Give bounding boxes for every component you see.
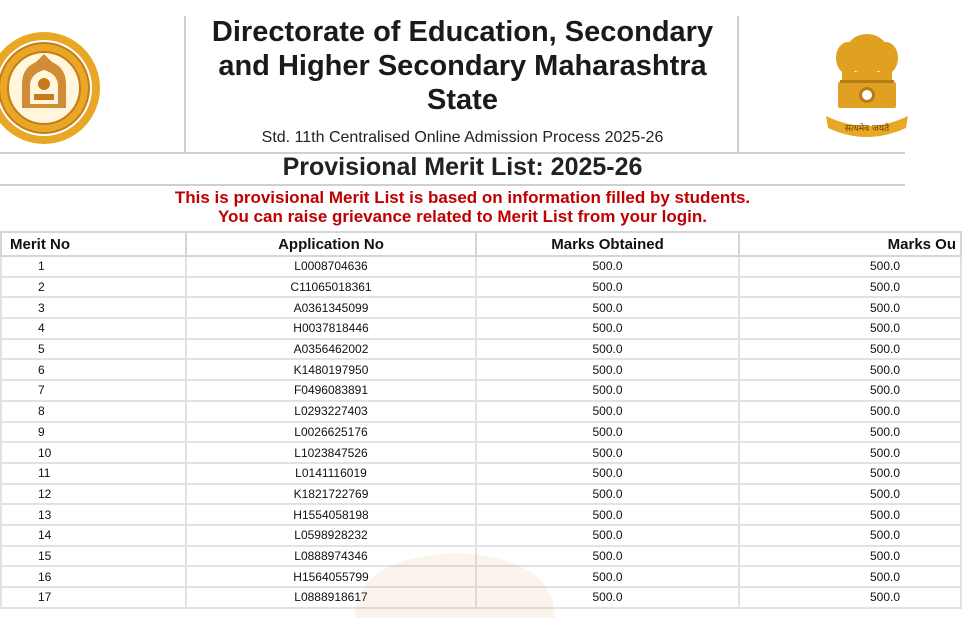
- marks-obtained-cell: 500.0: [476, 277, 739, 298]
- marks-out-cell: 500.0: [739, 401, 961, 422]
- application-no-cell: L0141116019: [186, 463, 476, 484]
- merit-no-cell: 8: [1, 401, 186, 422]
- marks-out-cell: 500.0: [739, 277, 961, 298]
- marks-obtained-cell: 500.0: [476, 380, 739, 401]
- title-line-3: State: [427, 84, 498, 116]
- notice-line-1: This is provisional Merit List is based on information filled by students.: [174, 188, 751, 207]
- table-row: [1, 359, 961, 380]
- merit-no-cell: 1: [1, 256, 186, 277]
- marks-out-cell: 500.0: [739, 339, 961, 360]
- merit-no-cell: 13: [1, 504, 186, 525]
- application-no-cell: F0496083891: [186, 380, 476, 401]
- marks-obtained-cell: 500.0: [476, 504, 739, 525]
- table-row: [1, 525, 961, 546]
- national-emblem-logo: [822, 24, 912, 144]
- marks-obtained-cell: 500.0: [476, 525, 739, 546]
- maharashtra-seal-logo: [0, 30, 102, 146]
- application-no-cell: K1480197950: [186, 359, 476, 380]
- marks-out-cell: 500.0: [739, 566, 961, 587]
- heading-bottom-rule: [0, 184, 905, 186]
- marks-out-cell: 500.0: [739, 422, 961, 443]
- merit-no-cell: 5: [1, 339, 186, 360]
- marks-out-cell: 500.0: [739, 359, 961, 380]
- table-row: [1, 422, 961, 443]
- emblem-motto: सत्यमेव जयते: [844, 124, 890, 134]
- table-row: [1, 339, 961, 360]
- marks-out-cell: 500.0: [739, 546, 961, 567]
- marks-obtained-cell: 500.0: [476, 359, 739, 380]
- page-title: [190, 15, 735, 117]
- marks-out-cell: 500.0: [739, 297, 961, 318]
- marks-out-cell: 500.0: [739, 442, 961, 463]
- table-row: [1, 297, 961, 318]
- marks-obtained-cell: 500.0: [476, 297, 739, 318]
- merit-no-cell: 7: [1, 380, 186, 401]
- header-divider-left: [184, 16, 186, 154]
- merit-no-cell: 16: [1, 566, 186, 587]
- merit-no-cell: 9: [1, 422, 186, 443]
- table-row: [1, 504, 961, 525]
- application-no-cell: K1821722769: [186, 484, 476, 505]
- merit-no-cell: 2: [1, 277, 186, 298]
- merit-no-cell: 11: [1, 463, 186, 484]
- marks-obtained-cell: 500.0: [476, 546, 739, 567]
- merit-no-cell: 12: [1, 484, 186, 505]
- col-header-application-no: Application No: [186, 232, 476, 256]
- table-row: [1, 277, 961, 298]
- application-no-cell: L0888918617: [186, 587, 476, 608]
- application-no-cell: H0037818446: [186, 318, 476, 339]
- application-no-cell: A0356462002: [186, 339, 476, 360]
- marks-obtained-cell: 500.0: [476, 566, 739, 587]
- notice-text: [0, 188, 925, 226]
- table-row: [1, 318, 961, 339]
- application-no-cell: H1554058198: [186, 504, 476, 525]
- merit-list-heading: Provisional Merit List: 2025-26: [282, 153, 643, 181]
- application-no-cell: A0361345099: [186, 297, 476, 318]
- application-no-cell: H1564055799: [186, 566, 476, 587]
- marks-obtained-cell: 500.0: [476, 339, 739, 360]
- marks-obtained-cell: 500.0: [476, 587, 739, 608]
- marks-out-cell: 500.0: [739, 463, 961, 484]
- marks-out-cell: 500.0: [739, 504, 961, 525]
- merit-no-cell: 17: [1, 587, 186, 608]
- table-header-row: [1, 232, 961, 256]
- marks-out-cell: 500.0: [739, 587, 961, 608]
- merit-no-cell: 3: [1, 297, 186, 318]
- col-header-marks-out: Marks Ou: [739, 232, 961, 256]
- table-row: [1, 463, 961, 484]
- merit-no-cell: 6: [1, 359, 186, 380]
- merit-no-cell: 10: [1, 442, 186, 463]
- marks-out-cell: 500.0: [739, 525, 961, 546]
- marks-out-cell: 500.0: [739, 318, 961, 339]
- merit-no-cell: 14: [1, 525, 186, 546]
- watermark-seal: [345, 548, 565, 618]
- application-no-cell: L0008704636: [186, 256, 476, 277]
- marks-obtained-cell: 500.0: [476, 256, 739, 277]
- merit-no-cell: 4: [1, 318, 186, 339]
- marks-obtained-cell: 500.0: [476, 463, 739, 484]
- marks-obtained-cell: 500.0: [476, 318, 739, 339]
- notice-line-2: You can raise grievance related to Merit List from your login.: [217, 207, 708, 226]
- table-row: [1, 484, 961, 505]
- marks-out-cell: 500.0: [739, 380, 961, 401]
- table-row: [1, 256, 961, 277]
- application-no-cell: L0026625176: [186, 422, 476, 443]
- table-row: [1, 442, 961, 463]
- col-header-merit-no: Merit No: [1, 232, 186, 256]
- application-no-cell: L0888974346: [186, 546, 476, 567]
- marks-obtained-cell: 500.0: [476, 422, 739, 443]
- application-no-cell: L1023847526: [186, 442, 476, 463]
- table-row: [1, 380, 961, 401]
- title-line-2: and Higher Secondary Maharashtra: [218, 50, 707, 82]
- marks-out-cell: 500.0: [739, 256, 961, 277]
- application-no-cell: L0293227403: [186, 401, 476, 422]
- table-row: [1, 401, 961, 422]
- application-no-cell: L0598928232: [186, 525, 476, 546]
- process-subtitle: Std. 11th Centralised Online Admission Process 2025-26: [261, 129, 664, 146]
- col-header-marks-obtained: Marks Obtained: [476, 232, 739, 256]
- header-divider-right: [737, 16, 739, 154]
- marks-obtained-cell: 500.0: [476, 484, 739, 505]
- marks-obtained-cell: 500.0: [476, 401, 739, 422]
- merit-no-cell: 15: [1, 546, 186, 567]
- marks-out-cell: 500.0: [739, 484, 961, 505]
- marks-obtained-cell: 500.0: [476, 442, 739, 463]
- title-line-1: Directorate of Education, Secondary: [211, 16, 714, 48]
- application-no-cell: C11065018361: [186, 277, 476, 298]
